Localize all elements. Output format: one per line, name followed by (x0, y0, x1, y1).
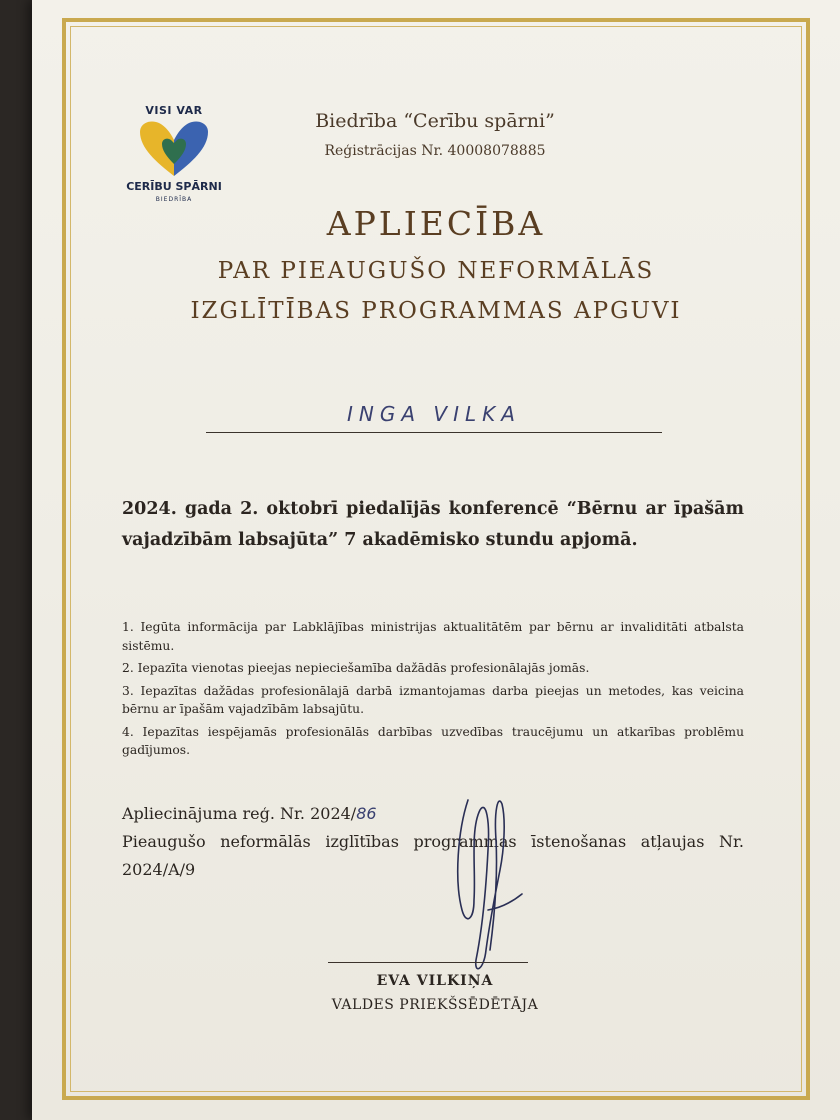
logo-top-text: VISI VAR (145, 104, 203, 117)
recipient-name: INGA VILKA (347, 402, 521, 426)
certificate-title: APLIECĪBA (326, 204, 546, 243)
certificate-main-text: 2024. gada 2. oktobrī piedalījās konferencē “Bērnu ar īpašām vajadzībām labsajūta” 7 akadēmisko stundu apjomā. (122, 499, 744, 550)
certificate-subtitle-line1: PAR PIEAUGUŠO NEFORMĀLĀS (217, 258, 655, 284)
learning-outcomes-list (122, 618, 744, 764)
reg-number-handwritten: 86 (356, 804, 377, 823)
signer-title: VALDES PRIEKŠSĒDĒTĀJA (331, 997, 539, 1013)
list-item: 3. Iepazītas dažādas profesionālajā darbā izmantojamas darba pieejas un metodes, kas veicina bērnu ar īpašām vajadzībām labsajūtu. (122, 683, 744, 716)
list-item: 2. Iepazīta vienotas pieejas nepieciešamība dažādās profesionālajās jomās. (122, 661, 590, 675)
signature-line (328, 962, 528, 963)
organization-logo (118, 100, 230, 212)
signer-name: EVA VILKIŅA (376, 973, 494, 989)
reg-number-prefix: Apliecinājuma reģ. Nr. 2024/ (122, 804, 357, 823)
registration-block (122, 800, 744, 884)
organization-registration: Reģistrācijas Nr. 40008078885 (324, 143, 546, 159)
list-item: 4. Iepazītas iespējamās profesionālās darbības uzvedības traucējumu un atkarības problēmu gadījumos. (122, 724, 744, 757)
organization-name: Biedrība “Cerību spārni” (315, 110, 555, 132)
logo-bottom-text: CERĪBU SPĀRNI (126, 180, 222, 193)
handwritten-signature (440, 790, 540, 990)
certificate-subtitle-line2: IZGLĪTĪBAS PROGRAMMAS APGUVI (190, 298, 682, 324)
heart-wings-icon (138, 118, 210, 180)
certificate-reg-number (122, 800, 744, 828)
recipient-underline (206, 432, 662, 433)
list-item: 1. Iegūta informācija par Labklājības ministrijas aktualitātēm par bērnu ar invaliditāti atbalsta sistēmu. (122, 620, 744, 653)
logo-sub-text: BIEDRĪBA (155, 196, 193, 203)
license-number-text: Pieaugušo neformālās izglītības programmas īstenošanas atļaujas Nr. 2024/A/9 (122, 832, 744, 879)
